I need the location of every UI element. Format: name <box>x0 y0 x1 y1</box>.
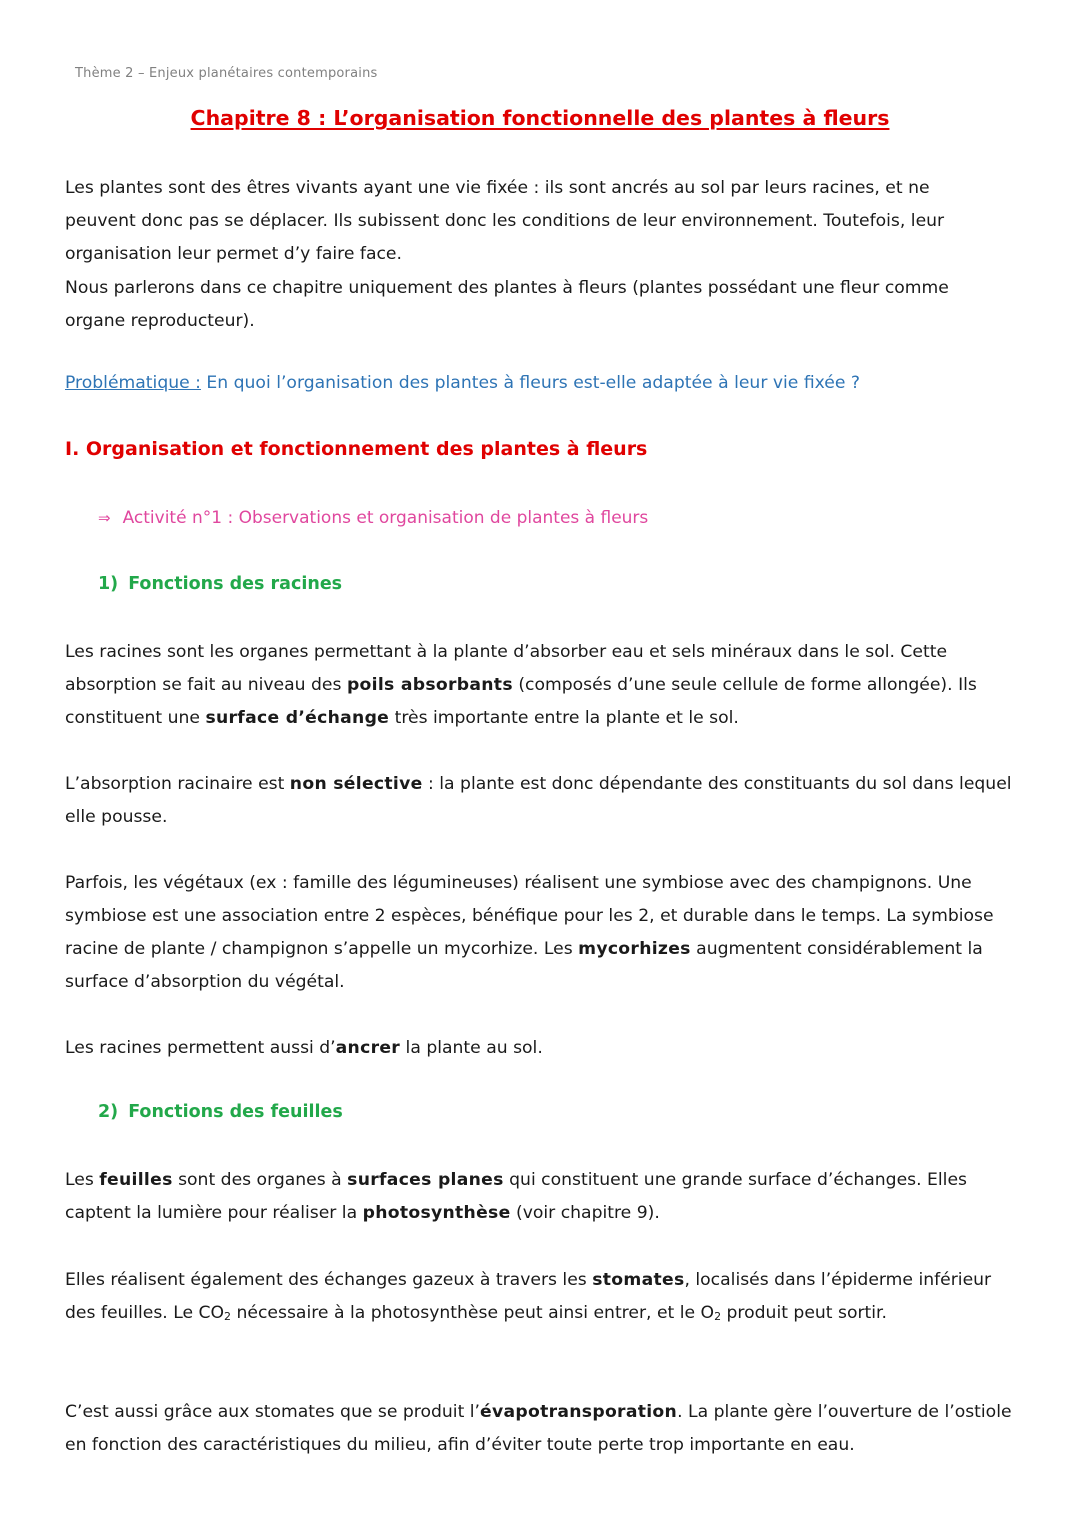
feuilles-paragraph-1: Les feuilles sont des organes à surfaces planes qui constituent une grande surface d’échanges. Elles captent la lumière pour réaliser la photosynthèse (voir chapitre 9). <box>65 1170 967 1223</box>
feuilles-paragraph-2: Elles réalisent également des échanges gazeux à travers les stomates, localisés dans l’épiderme inférieur des feuilles. Le $CO_2$ nécessaire à la photosynthèse peut ainsi entrer, et le $O_2$ produit peut sortir. <box>65 1270 992 1323</box>
racines-paragraph-2: L’absorption racinaire est non sélective : la plante est donc dépendante des constituants du sol dans lequel elle pousse. <box>65 774 1012 827</box>
chapter-title: Chapitre 8 : L’organisation fonctionnelle des plantes à fleurs <box>190 106 890 130</box>
problematique-text: En quoi l’organisation des plantes à fleurs est-elle adaptée à leur vie fixée ? <box>200 373 861 393</box>
subsection-title-racines: 1) Fonctions des racines <box>98 574 343 594</box>
activity-line <box>98 508 648 528</box>
activity-label: Activité n°1 : Observations et organisation de plantes à fleurs <box>122 508 649 528</box>
intro-paragraph-1: Les plantes sont des êtres vivants ayant une vie fixée : ils sont ancrés au sol par leurs racines, et ne peuvent donc pas se déplacer. Ils subissent donc les conditions de leur environnement. Toutefois, leur organisation leur permet d’y faire face. <box>65 178 945 264</box>
arrow-right-icon: ⇒ <box>98 509 111 527</box>
subsection-title-feuilles: 2) Fonctions des feuilles <box>98 1102 343 1122</box>
racines-paragraph-3: Parfois, les végétaux (ex : famille des légumineuses) réalisent une symbiose avec des champignons. Une symbiose est une association entre 2 espèces, bénéfique pour les 2, et durable dans le temps. La symbiose racine de plante / champignon s’appelle un mycorhize. Les mycorhizes augmentent considérablement la surface d’absorption du végétal. <box>65 873 994 992</box>
feuilles-paragraph-3: C’est aussi grâce aux stomates que se produit l’évapotransporation. La plante gère l’ouverture de l’ostiole en fonction des caractéristiques du milieu, afin d’éviter toute perte trop importante en eau. <box>65 1402 1012 1455</box>
problematique <box>65 367 1015 400</box>
intro-paragraph-2: Nous parlerons dans ce chapitre uniquement des plantes à fleurs (plantes possédant une fleur comme organe reproducteur). <box>65 278 949 331</box>
section-title: I. Organisation et fonctionnement des plantes à fleurs <box>65 438 648 460</box>
theme-header: Thème 2 – Enjeux planétaires contemporains <box>75 66 378 81</box>
problematique-label: Problématique : <box>65 373 201 393</box>
racines-paragraph-4: Les racines permettent aussi d’ancrer la plante au sol. <box>65 1038 543 1058</box>
racines-paragraph-1: Les racines sont les organes permettant à la plante d’absorber eau et sels minéraux dans le sol. Cette absorption se fait au niveau des poils absorbants (composés d’une seule cellule de forme allongée). Ils constituent une surface d’échange très importante entre la plante et le sol. <box>65 642 977 728</box>
